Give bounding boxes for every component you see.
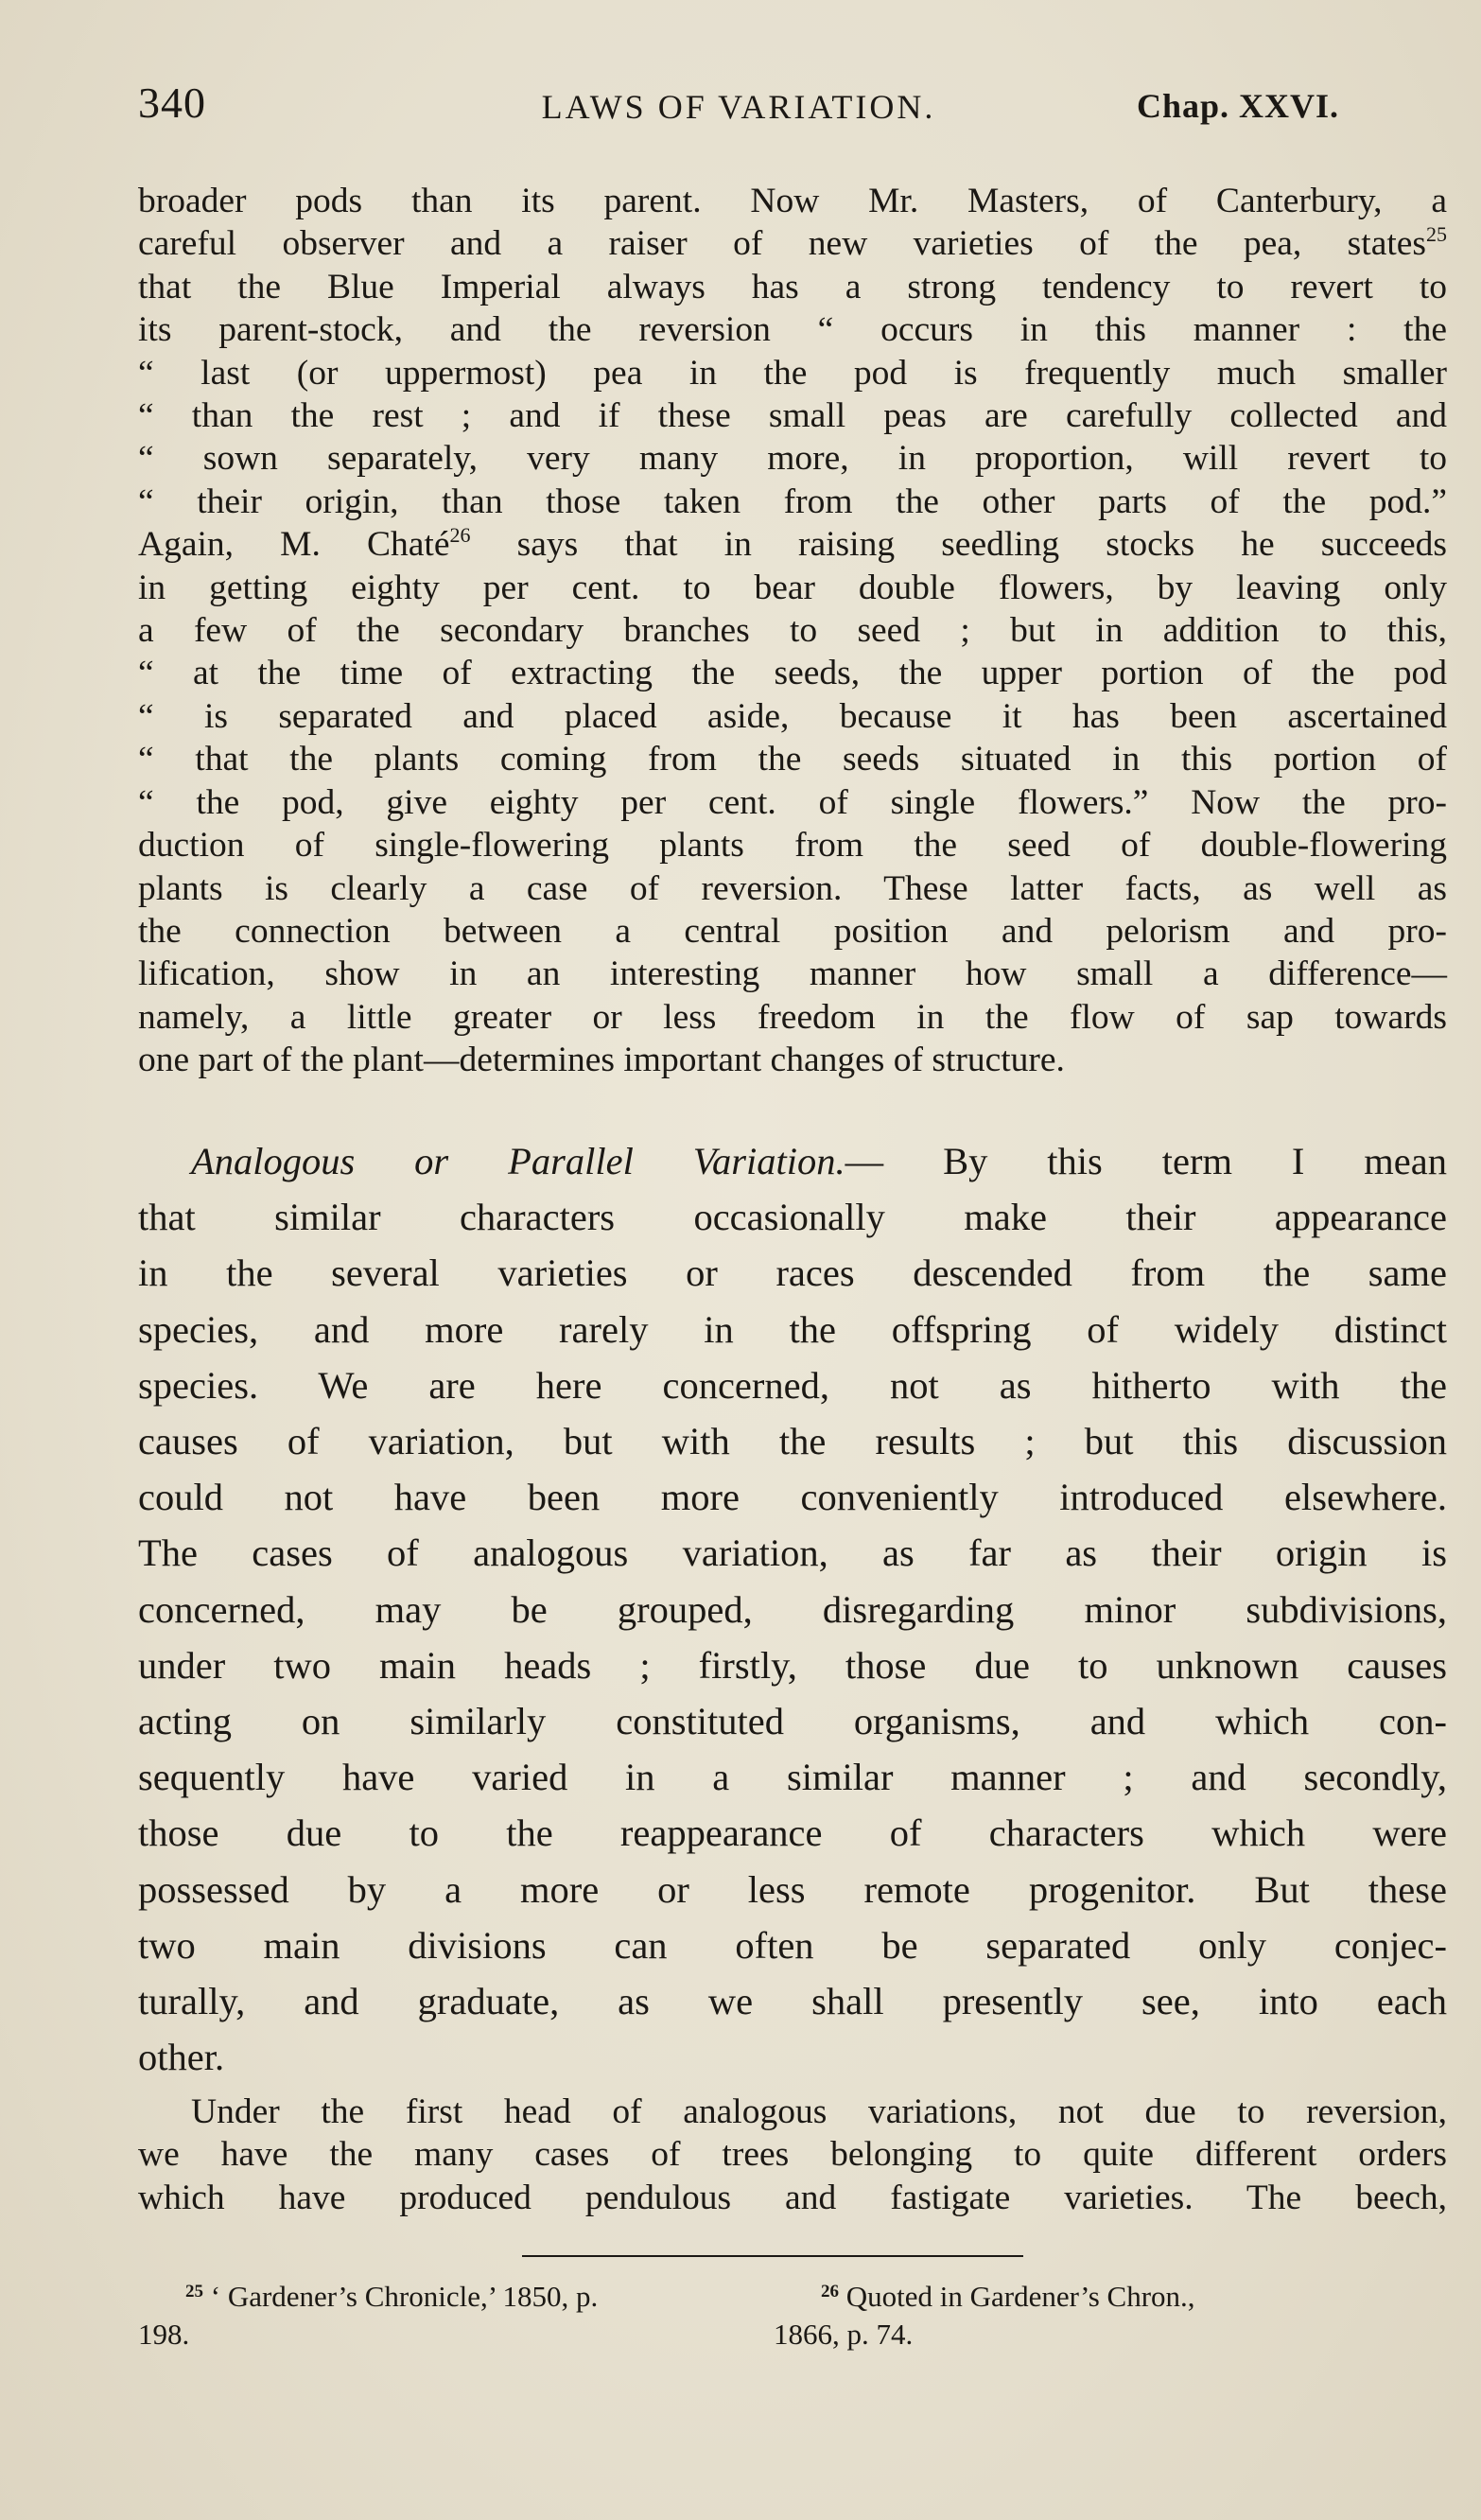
text-line: which have produced pendulous and fastigate varieties. The beech, bbox=[138, 2178, 1447, 2217]
text-line: one part of the plant—determines important changes of structure. bbox=[138, 1041, 1065, 1080]
text-line: could not have been more conveniently introduced elsewhere. bbox=[138, 1476, 1447, 1519]
footnote-ref-25: 25 bbox=[1426, 222, 1447, 247]
text-line: that the Blue Imperial always has a strong tendency to revert to bbox=[138, 267, 1447, 306]
text-line: “ the pod, give eighty per cent. of single flowers.” Now the pro- bbox=[138, 782, 1447, 822]
text-line: other. bbox=[138, 2036, 225, 2079]
text-line: lification, show in an interesting manner how small a difference— bbox=[138, 954, 1447, 994]
text-line: “ their origin, than those taken from the other parts of the pod.” bbox=[138, 481, 1447, 521]
footnote-mark: 25 bbox=[185, 2282, 203, 2301]
paragraph-first-head bbox=[138, 2091, 1447, 2219]
page-number: 340 bbox=[138, 79, 206, 127]
text-line: in getting eighty per cent. to bear double flowers, by leaving only bbox=[138, 568, 1447, 607]
text-line: “ sown separately, very many more, in proportion, will revert to bbox=[138, 439, 1447, 479]
footnote-text: 1866, p. 74. bbox=[774, 2318, 914, 2351]
footnote-ref-26: 26 bbox=[449, 523, 471, 548]
text-line: species, and more rarely in the offspring of widely distinct bbox=[138, 1307, 1447, 1351]
text-line: Under the first head of analogous variations, not due to reversion, bbox=[191, 2092, 1447, 2131]
text-line: “ last (or uppermost) pea in the pod is frequently much smaller bbox=[138, 353, 1447, 393]
page-header bbox=[138, 78, 1339, 134]
text-line: its parent-stock, and the reversion “ occurs in this manner : the bbox=[138, 310, 1447, 350]
text-line: possessed by a more or less remote progenitor. But these bbox=[138, 1867, 1447, 1911]
text-line: the connection between a central position and pelorism and pro- bbox=[138, 911, 1447, 951]
footnote-text: ‘ Gardener’s Chronicle,’ 1850, p. bbox=[210, 2280, 599, 2313]
text-line: a few of the secondary branches to seed ; but in addition to this, bbox=[138, 611, 1447, 651]
running-title: LAWS OF VARIATION. bbox=[541, 88, 936, 126]
text-line: “ than the rest ; and if these small peas are carefully collected and bbox=[138, 396, 1447, 436]
text-line: that similar characters occasionally make their appearance bbox=[138, 1196, 1447, 1239]
text-line: “ is separated and placed aside, because it has been ascertained bbox=[138, 696, 1447, 736]
text-line: Analogous or Parallel Variation.— By this term I mean bbox=[191, 1140, 1447, 1182]
text-line: careful observer and a raiser of new varieties of the pea, states$^{25}$ bbox=[138, 222, 1447, 264]
text-line: “ that the plants coming from the seeds situated in this portion of bbox=[138, 740, 1447, 779]
chapter-label: Chap. XXVI. bbox=[1136, 87, 1339, 125]
text-line: concerned, may be grouped, disregarding minor subdivisions, bbox=[138, 1587, 1447, 1631]
footnote-26 bbox=[774, 2278, 1455, 2354]
text-line: in the several varieties or races descended from the same bbox=[138, 1251, 1447, 1295]
text-line: “ at the time of extracting the seeds, the upper portion of the pod bbox=[138, 654, 1447, 693]
footnote-text: Quoted in Gardener’s Chron., bbox=[845, 2280, 1195, 2313]
paragraph-continuation bbox=[138, 180, 1447, 1082]
footnote-mark: 26 bbox=[821, 2282, 839, 2301]
text-line: we have the many cases of trees belonging to quite different orders bbox=[138, 2135, 1447, 2175]
text-line: sequently have varied in a similar manner ; and secondly, bbox=[138, 1756, 1447, 1799]
text-line: Again, M. Chaté$^{26}$ says that in raising seedling stocks he succeeds bbox=[138, 523, 1447, 565]
text-line: plants is clearly a case of reversion. These latter facts, as well as bbox=[138, 868, 1447, 908]
text-line: duction of single-flowering plants from the seed of double-flowering bbox=[138, 826, 1447, 866]
text-line: two main divisions can often be separated only conjec- bbox=[138, 1923, 1447, 1967]
text-line: causes of variation, but with the results ; but this discussion bbox=[138, 1420, 1447, 1463]
footnote-text: 198. bbox=[138, 2318, 190, 2351]
text-line: The cases of analogous variation, as far as their origin is bbox=[138, 1531, 1447, 1575]
text-line: broader pods than its parent. Now Mr. Masters, of Canterbury, a bbox=[138, 182, 1447, 220]
text-line: those due to the reappearance of characters which were bbox=[138, 1811, 1447, 1855]
footnote-25 bbox=[138, 2278, 715, 2354]
text-line: under two main heads ; firstly, those due to unknown causes bbox=[138, 1643, 1447, 1687]
section-heading: Analogous or Parallel Variation. bbox=[191, 1140, 845, 1182]
text-line: species. We are here concerned, not as hitherto with the bbox=[138, 1363, 1447, 1407]
text-line: namely, a little greater or less freedom in the flow of sap towards bbox=[138, 997, 1447, 1037]
paragraph-analogous-variation bbox=[138, 1133, 1447, 2085]
footnote-divider bbox=[522, 2255, 1023, 2257]
text-line: acting on similarly constituted organisms, and which con- bbox=[138, 1700, 1447, 1743]
text-line: turally, and graduate, as we shall presently see, into each bbox=[138, 1980, 1447, 2023]
